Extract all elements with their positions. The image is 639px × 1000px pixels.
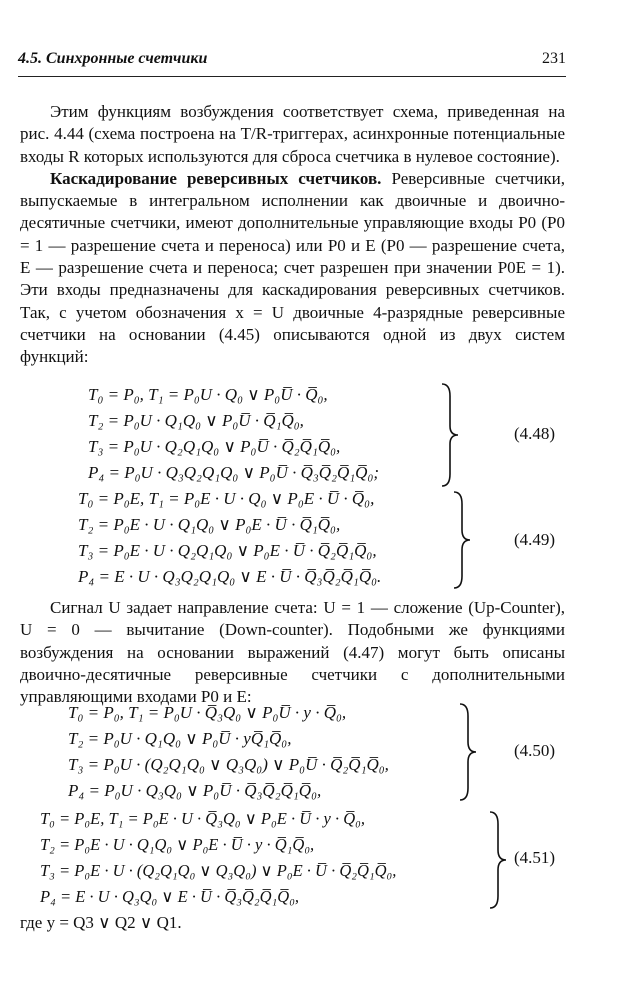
equation-line: P₄ = P₀U · Q₃Q₂Q₁Q₀ ∨ P₀U̅ · Q̅₃Q̅₂Q̅₁Q̅₀; (88, 463, 380, 482)
equation-line: T₂ = P₀E · U · Q₁Q₀ ∨ P₀E · U̅ · Q̅₁Q̅₀, (78, 515, 341, 534)
paragraph-2 (20, 168, 565, 369)
equation-4-51 (40, 806, 396, 910)
equation-line: P₄ = P₀U · Q₃Q₀ ∨ P₀U̅ · Q̅₃Q̅₂Q̅₁Q̅₀, (68, 781, 322, 800)
equation-line: T₃ = P₀U · Q₂Q₁Q₀ ∨ P₀U̅ · Q̅₂Q̅₁Q̅₀, (88, 437, 341, 456)
equation-line: P₄ = E · U · Q₃Q₀ ∨ E · U̅ · Q̅₃Q̅₂Q̅₁Q̅₀, (40, 887, 300, 906)
paragraph-2-body: Реверсивные счетчики, выпускаемые в интегральном исполнении как двоичные и двоично-десятичные счетчики, имеют дополнительные управляющие входы P0 (P0 = 1 — разрешение счета и переноса) или P0 и E (P0 — разрешение счета, E — разрешение счета и переноса; счет разрешен при значении P0E = 1). Эти входы предназначены для каскадирования реверсивных счетчиков. Так, с учетом обозначения x = U двоичные 4-разрядные реверсивные счетчики на основании (4.45) описываются одной из двух систем функций: (20, 168, 565, 367)
equation-4-50 (68, 700, 389, 804)
closing-line: где y = Q3 ∨ Q2 ∨ Q1. (20, 913, 182, 932)
paragraph-3: Сигнал U задает направление счета: U = 1 — сложение (Up-Counter), U = 0 — вычитание (Down-counter). Подобными же функциями возбуждения на основании выражений (4.47) могут быть описаны двоично-десятичные реверсивные счетчики с дополнительными управляющими входами P0 и E: (20, 598, 565, 707)
equation-line: T₂ = P₀E · U · Q₁Q₀ ∨ P₀E · U̅ · y · Q̅₁Q̅₀, (40, 835, 315, 854)
paragraph-2-heading: Каскадирование реверсивных счетчиков. (50, 168, 382, 188)
equation-line: T₀ = P₀, T₁ = P₀U · Q̅₃Q₀ ∨ P₀U̅ · y · Q̅₀, (68, 703, 347, 722)
section-title: 4.5. Синхронные счетчики (18, 50, 208, 67)
equation-line: T₃ = P₀E · U · Q₂Q₁Q₀ ∨ P₀E · U̅ · Q̅₂Q̅₁Q̅₀, (78, 541, 377, 560)
equation-number: (4.50) (514, 741, 556, 760)
equation-number: (4.48) (514, 424, 556, 443)
equation-line: T₀ = P₀E, T₁ = P₀E · U · Q̅₃Q₀ ∨ P₀E · U̅ · y · Q̅₀, (40, 809, 365, 828)
body-text-top (20, 101, 565, 369)
page-number: 231 (542, 50, 566, 67)
equation-number: (4.49) (514, 530, 556, 549)
body-text-middle (20, 597, 565, 708)
brace-4-49 (452, 490, 472, 590)
equation-line: T₃ = P₀E · U · (Q₂Q₁Q₀ ∨ Q₃Q₀) ∨ P₀E · U̅ · Q̅₂Q̅₁Q̅₀, (40, 861, 397, 880)
equation-line: T₃ = P₀U · (Q₂Q₁Q₀ ∨ Q₃Q₀) ∨ P₀U̅ · Q̅₂Q̅₁Q̅₀, (68, 755, 389, 774)
running-header (18, 48, 566, 77)
equation-4-48 (88, 382, 379, 486)
equation-number: (4.51) (514, 848, 556, 867)
equation-line: T₂ = P₀U · Q₁Q₀ ∨ P₀U̅ · yQ̅₁Q̅₀, (68, 729, 292, 748)
equation-4-49 (78, 486, 381, 590)
brace-4-50 (458, 702, 478, 802)
equation-line: T₂ = P₀U · Q₁Q₀ ∨ P₀U̅ · Q̅₁Q̅₀, (88, 411, 304, 430)
brace-4-51 (488, 810, 508, 910)
equation-line: T₀ = P₀E, T₁ = P₀E · U · Q₀ ∨ P₀E · U̅ · Q̅₀, (78, 489, 375, 508)
brace-4-48 (440, 382, 460, 488)
equation-line: P₄ = E · U · Q₃Q₂Q₁Q₀ ∨ E · U̅ · Q̅₃Q̅₂Q̅₁Q̅₀. (78, 567, 382, 586)
paragraph-1: Этим функциям возбуждения соответствует схема, приведенная на рис. 4.44 (схема построена на T/R-триггерах, асинхронные потенциальные входы R которых используются для сброса счетчика в нулевое состояние). (20, 102, 565, 166)
equation-line: T₀ = P₀, T₁ = P₀U · Q₀ ∨ P₀U̅ · Q̅₀, (88, 385, 328, 404)
